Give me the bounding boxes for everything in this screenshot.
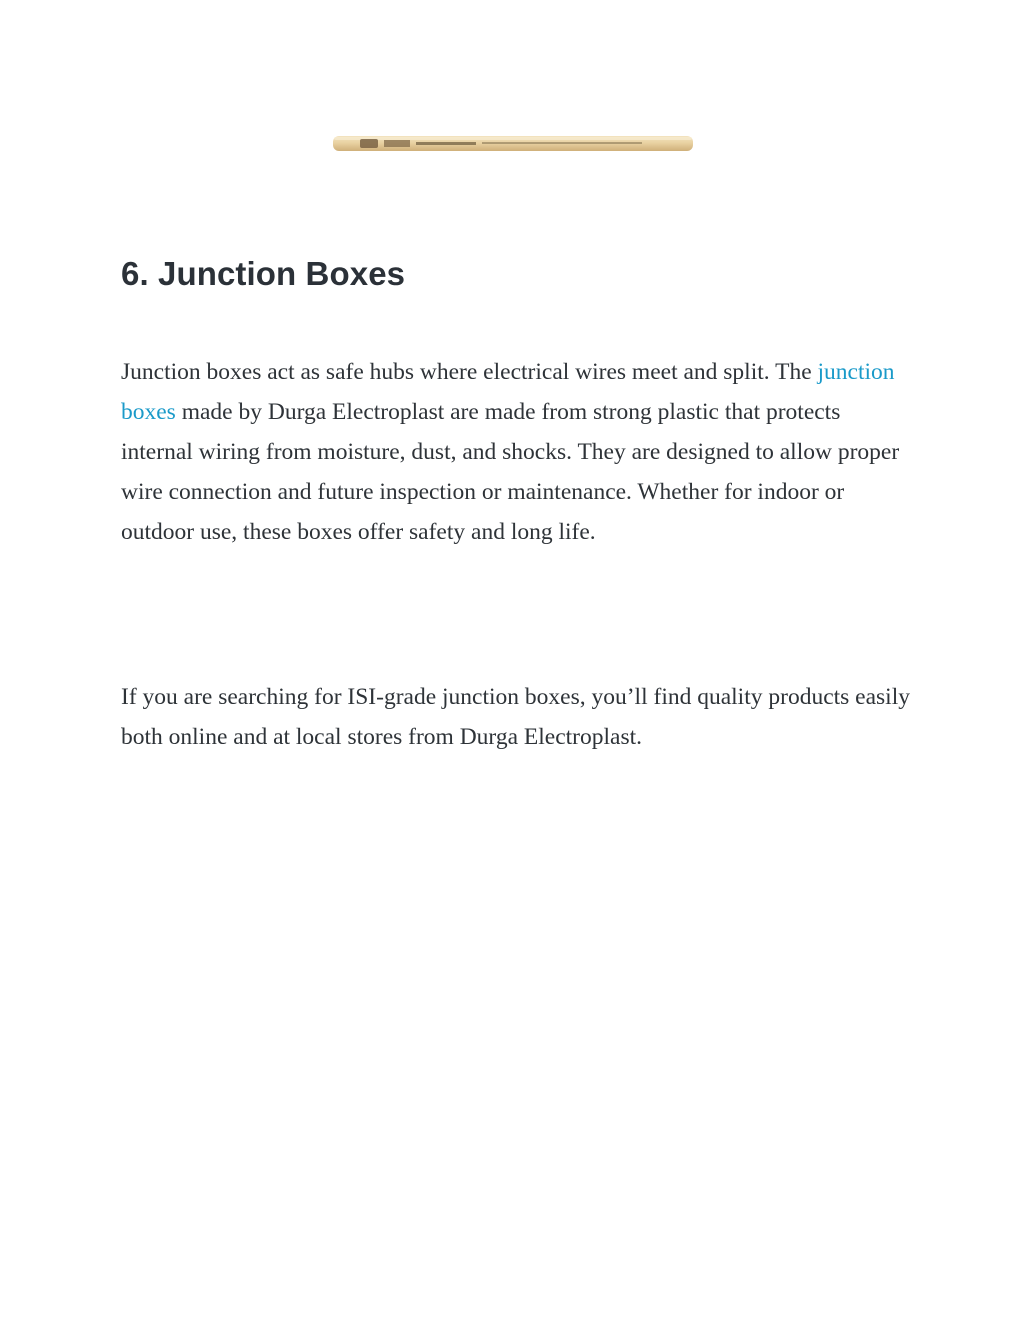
paragraph-text: Junction boxes act as safe hubs where electrical wires meet and split. The xyxy=(121,359,818,385)
junction-boxes-link[interactable]: junction boxes xyxy=(121,359,895,425)
paragraph-text: made by Durga Electroplast are made from strong plastic that protects internal wiring from moisture, dust, and shocks. They are designed to allow proper wire connection and future inspection or maintenance. Whether for indoor or outdoor use, these boxes offer safety and long life. xyxy=(121,399,900,545)
section-heading: 6. Junction Boxes xyxy=(121,255,406,292)
body-paragraph: If you are searching for ISI-grade junction boxes, you’ll find quality products easily both online and at local stores from Durga Electroplast. xyxy=(121,684,910,750)
body-paragraph xyxy=(121,352,911,552)
pvc-conduit-pipe-icon xyxy=(332,133,694,155)
